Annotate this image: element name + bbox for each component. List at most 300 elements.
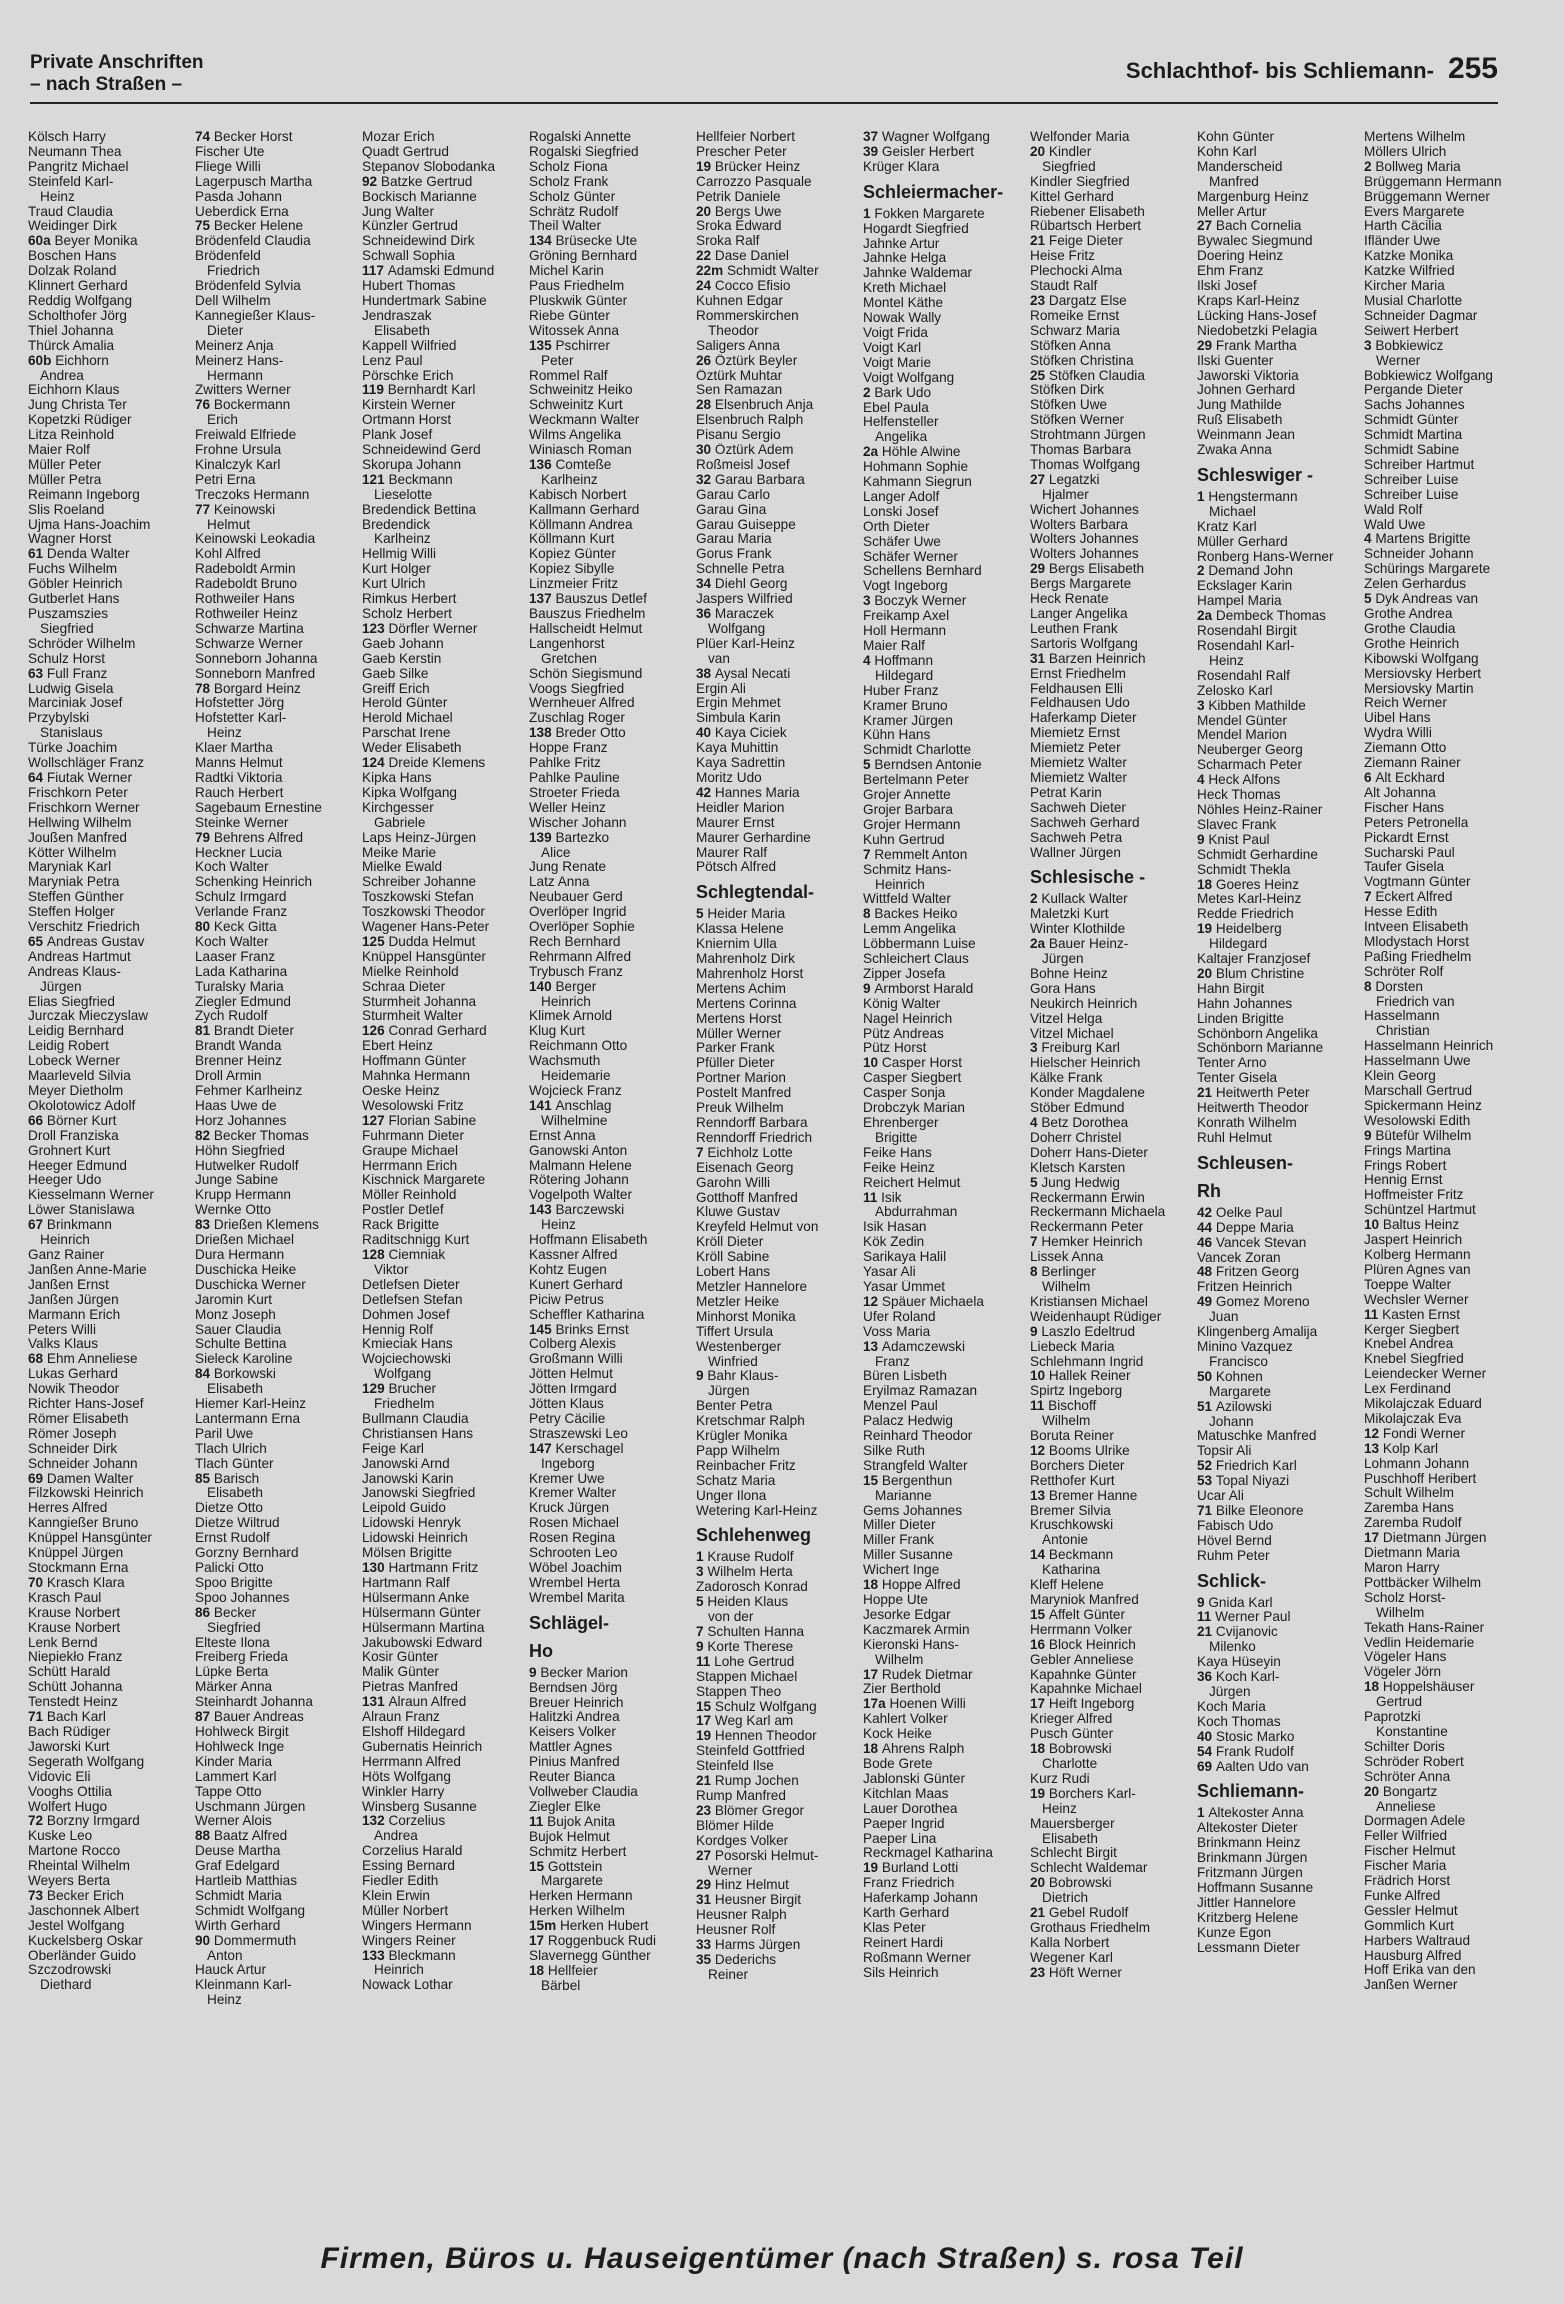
resident-entry — [696, 1640, 862, 1655]
resident-name: Knist Paul — [1208, 832, 1270, 847]
house-number: 29 — [1030, 562, 1049, 577]
resident-entry: Duschicka Werner — [195, 1277, 306, 1292]
house-number: 2a — [1197, 609, 1216, 624]
house-number: 5 — [863, 758, 875, 773]
resident-name: Casper Horst — [881, 1056, 962, 1071]
entry-continuation: Jürgen — [708, 1384, 750, 1399]
resident-entry: Möller Reinhold — [362, 1188, 457, 1203]
resident-name: Dyk Andreas van — [1375, 592, 1479, 607]
resident-entry: Wolfert Hugo — [28, 1799, 108, 1814]
resident-entry: Mölsen Brigitte — [362, 1546, 452, 1561]
resident-entry: Kluwe Gustav — [696, 1205, 780, 1220]
house-number: 83 — [195, 1218, 214, 1233]
resident-entry: Jendraszak — [362, 308, 432, 323]
resident-entry: Intveen Elisabeth — [1364, 920, 1469, 935]
resident-entry: Renndorff Friedrich — [696, 1130, 813, 1145]
house-number: 123 — [362, 621, 389, 636]
resident-name: Full Franz — [46, 666, 108, 681]
resident-entry: Gorus Frank — [696, 547, 772, 562]
house-number: 77 — [195, 502, 214, 517]
house-number: 18 — [863, 1578, 882, 1593]
house-number: 145 — [529, 1322, 556, 1337]
resident-entry: Hövel Bernd — [1197, 1533, 1272, 1548]
resident-entry: Grojer Hermann — [863, 817, 961, 832]
resident-entry: Jurczak Mieczyslaw — [28, 1009, 149, 1024]
resident-entry — [195, 682, 361, 697]
house-number: 85 — [195, 1471, 214, 1486]
resident-entry — [1364, 1531, 1530, 1546]
resident-entry: Overlöper Sophie — [529, 920, 635, 935]
resident-entry: Kannegießer Klaus- — [195, 308, 316, 323]
resident-entry: Corzelius Harald — [362, 1844, 463, 1859]
resident-entry: Maier Rolf — [28, 443, 90, 458]
resident-entry: Portner Marion — [696, 1071, 786, 1086]
resident-entry: Manderscheid — [1197, 159, 1283, 174]
resident-entry: Mielke Ewald — [362, 860, 443, 875]
resident-name: Hoffmann — [874, 653, 934, 668]
resident-entry: Vidovic Eli — [28, 1769, 91, 1784]
house-number: 1 — [863, 206, 875, 221]
resident-entry: Kmieciak Hans — [362, 1337, 453, 1352]
resident-entry: Puszamszies — [28, 607, 109, 621]
house-number: 53 — [1197, 1474, 1216, 1489]
resident-entry: Jung Christa Ter — [28, 398, 127, 413]
resident-entry: Stepanov Slobodanka — [362, 159, 496, 174]
resident-entry: Elteste Ilona — [195, 1635, 270, 1650]
resident-entry: Müller Petra — [28, 472, 102, 487]
resident-entry: Lantermann Erna — [195, 1411, 301, 1426]
resident-entry — [863, 1474, 1029, 1489]
resident-entry: Heeger Udo — [28, 1173, 102, 1188]
resident-entry: Casper Sonja — [863, 1086, 946, 1101]
house-number: 6 — [1364, 770, 1376, 785]
resident-entry: Wald Rolf — [1364, 502, 1423, 517]
resident-entry — [696, 1774, 862, 1789]
resident-entry: Vancek Zoran — [1197, 1250, 1281, 1265]
house-number: 15 — [1030, 1607, 1049, 1622]
house-number: 4 — [1364, 532, 1376, 547]
resident-entry: Grothe Heinrich — [1364, 636, 1460, 651]
resident-entry — [195, 1024, 361, 1039]
resident-entry: Kuhn Gertrud — [863, 832, 945, 847]
resident-name: Altekoster Anna — [1208, 1806, 1304, 1821]
resident-entry: Wachsmuth — [529, 1054, 601, 1069]
resident-entry: Sartoris Wolfgang — [1030, 636, 1138, 651]
resident-entry: Sarikaya Halil — [863, 1250, 947, 1265]
resident-entry: Prescher Peter — [696, 144, 787, 159]
resident-entry: Wetering Karl-Heinz — [696, 1503, 818, 1518]
resident-entry: Steinfeld Ilse — [696, 1759, 774, 1774]
resident-entry: Voigt Wolfgang — [863, 370, 955, 385]
resident-entry: Kök Zedin — [863, 1235, 925, 1250]
house-number: 117 — [362, 264, 388, 279]
entry-continuation: Bärbel — [541, 1978, 581, 1993]
resident-entry: Büren Lisbeth — [863, 1369, 947, 1384]
resident-name: Werner Paul — [1215, 1610, 1291, 1625]
resident-name: Hengstermann — [1208, 489, 1298, 504]
resident-entry: Wernke Otto — [195, 1203, 272, 1218]
resident-name: Heidelberg — [1215, 922, 1282, 937]
resident-entry: Renndorff Barbara — [696, 1116, 808, 1130]
resident-entry: Feike Heinz — [863, 1160, 935, 1175]
resident-entry: Reckermann Erwin — [1030, 1190, 1145, 1205]
house-number: 124 — [362, 756, 389, 771]
resident-name: Betz Dorothea — [1041, 1116, 1129, 1130]
resident-entry: Kapahnke Michael — [1030, 1682, 1142, 1697]
resident-entry: Scheffler Katharina — [529, 1307, 645, 1322]
entry-continuation: Elisabeth — [374, 323, 430, 338]
resident-entry — [1197, 1760, 1363, 1775]
resident-entry: Kallmann Gerhard — [529, 502, 640, 517]
resident-entry: Kleff Helene — [1030, 1578, 1104, 1593]
entry-continuation: Heinz — [1209, 653, 1244, 668]
resident-entry: Hennig Rolf — [362, 1322, 434, 1337]
resident-name: Bobkiewicz — [1375, 338, 1444, 353]
resident-entry: Mendel Marion — [1197, 728, 1287, 743]
directory-column — [28, 130, 194, 2210]
house-number: 36 — [1197, 1670, 1216, 1685]
resident-entry: Jung Mathilde — [1197, 398, 1282, 413]
house-number: 10 — [1030, 1369, 1049, 1384]
resident-entry: Eichhorn Klaus — [28, 383, 120, 398]
resident-entry: Wojciechowski — [362, 1352, 451, 1367]
resident-entry: Kohtz Eugen — [529, 1262, 607, 1277]
resident-entry: Zuschlag Roger — [529, 711, 625, 726]
resident-entry: Kramer Jürgen — [863, 713, 953, 728]
entry-continuation: Stanislaus — [40, 726, 103, 741]
resident-entry: Kurt Holger — [362, 562, 431, 577]
resident-entry — [696, 1938, 862, 1953]
resident-entry: Fliege Willi — [195, 159, 261, 174]
entry-continuation: Lieselotte — [374, 487, 433, 502]
resident-entry: Schneider Johann — [28, 1456, 138, 1471]
resident-entry: Hohlweck Birgit — [195, 1724, 289, 1739]
resident-entry: Leidig Bernhard — [28, 1024, 124, 1039]
resident-entry: Schreiber Luise — [1364, 472, 1459, 487]
entry-continuation: Andrea — [40, 368, 84, 383]
house-number: 36 — [696, 607, 715, 621]
entry-continuation: Konstantine — [1376, 1724, 1448, 1739]
resident-entry: Brödenfeld Sylvia — [195, 279, 301, 294]
resident-entry: Postelt Manfred — [696, 1086, 792, 1101]
house-number: 52 — [1197, 1459, 1216, 1474]
entry-continuation: Winfried — [708, 1354, 758, 1369]
resident-name: Hemker Heinrich — [1041, 1235, 1143, 1250]
resident-entry: Weinmann Jean — [1197, 428, 1295, 443]
resident-entry: Krupp Hermann — [195, 1188, 291, 1203]
resident-entry: Weller Heinz — [529, 800, 606, 815]
resident-entry: Gotthoff Manfred — [696, 1190, 798, 1205]
resident-entry: Paril Uwe — [195, 1426, 254, 1441]
resident-entry: Knebel Siegfried — [1364, 1352, 1464, 1367]
resident-entry — [28, 1218, 194, 1233]
resident-entry: Kerger Siegbert — [1364, 1322, 1460, 1337]
resident-entry: Schwarz Maria — [1030, 323, 1120, 338]
resident-entry — [696, 1893, 862, 1908]
resident-entry: Benter Petra — [696, 1399, 773, 1414]
resident-entry: Bujok Helmut — [529, 1829, 610, 1844]
resident-entry — [1197, 1806, 1363, 1821]
resident-entry — [863, 1056, 1029, 1071]
resident-name: Späuer Michaela — [881, 1294, 984, 1309]
resident-entry — [362, 935, 528, 950]
resident-entry — [1030, 1787, 1196, 1802]
resident-entry: Ruhl Helmut — [1197, 1130, 1272, 1145]
resident-entry: Hennig Ernst — [1364, 1173, 1443, 1188]
resident-entry: Andreas Hartmut — [28, 949, 131, 964]
resident-entry: Roßmeisl Josef — [696, 457, 790, 472]
resident-entry: Linzmeier Fritz — [529, 577, 619, 592]
house-number: 15 — [696, 1699, 715, 1714]
resident-entry: Kunze Egon — [1197, 1925, 1272, 1940]
house-number: 33 — [696, 1938, 715, 1953]
resident-entry: Tappe Otto — [195, 1784, 262, 1799]
resident-name: Remmelt Anton — [874, 847, 968, 862]
resident-name: Bongartz — [1382, 1784, 1438, 1799]
entry-continuation: Johann — [1209, 1414, 1254, 1429]
resident-entry: Holl Hermann — [863, 624, 947, 639]
resident-entry: Wesolowski Edith — [1364, 1113, 1471, 1128]
house-number: 40 — [1197, 1729, 1216, 1744]
street-heading: Schleswiger - — [1197, 464, 1314, 485]
resident-entry — [1197, 1206, 1363, 1221]
resident-entry: Ebel Paula — [863, 400, 929, 415]
resident-entry — [195, 1129, 361, 1144]
house-number: 17 — [1030, 1697, 1049, 1712]
house-number: 9 — [696, 1369, 708, 1384]
resident-entry: Marschall Gertrud — [1364, 1084, 1473, 1098]
directory-column — [529, 130, 695, 2210]
resident-entry: Jaspers Wilfried — [696, 592, 793, 607]
resident-entry: Klug Kurt — [529, 1024, 585, 1039]
resident-name: Beckmann — [1048, 1548, 1114, 1563]
resident-entry — [362, 175, 528, 190]
resident-entry: Herrmann Alfred — [362, 1754, 461, 1769]
resident-entry: Reinhard Theodor — [863, 1429, 973, 1444]
resident-entry — [195, 1606, 361, 1621]
entry-continuation: Wilhelm — [1042, 1279, 1091, 1294]
resident-name: Aalten Udo van — [1215, 1759, 1309, 1774]
resident-entry: Reinert Hardi — [863, 1935, 944, 1950]
resident-name: Martens Brigitte — [1375, 532, 1471, 547]
resident-name: Harms Jürgen — [714, 1938, 801, 1953]
resident-name: Bach Karl — [46, 1710, 106, 1725]
entry-continuation: Diethard — [40, 1978, 92, 1993]
house-number: 21 — [1197, 1625, 1216, 1640]
resident-entry — [1030, 652, 1196, 667]
house-number: 67 — [28, 1218, 47, 1233]
entry-continuation: Jürgen — [1042, 952, 1084, 967]
resident-entry: Rosen Regina — [529, 1531, 616, 1546]
resident-entry — [529, 980, 695, 995]
resident-entry — [28, 547, 194, 562]
resident-entry: Lammert Karl — [195, 1769, 277, 1784]
resident-entry: Kassner Alfred — [529, 1247, 618, 1262]
resident-entry: Hundertmark Sabine — [362, 293, 487, 308]
resident-entry: Ehrenberger — [863, 1116, 939, 1130]
house-number: 2 — [863, 385, 875, 400]
resident-entry: Haferkamp Dieter — [1030, 711, 1137, 726]
house-number: 40 — [696, 726, 715, 741]
resident-name: Beckmann — [388, 472, 453, 487]
house-number: 9 — [863, 981, 875, 996]
resident-entry: Koch Walter — [195, 860, 269, 875]
resident-entry: Frischkorn Peter — [28, 785, 128, 800]
resident-entry: Vitzel Helga — [1030, 1011, 1103, 1026]
resident-entry: Klaer Martha — [195, 741, 273, 756]
resident-entry: Stöfken Christina — [1030, 353, 1134, 368]
resident-entry: Paßing Friedhelm — [1364, 949, 1472, 964]
resident-entry — [1197, 1236, 1363, 1251]
resident-entry: Lobert Hans — [696, 1265, 771, 1280]
house-number: 18 — [1364, 1680, 1383, 1695]
resident-entry: Jung Renate — [529, 860, 607, 875]
resident-entry: Riebe Günter — [529, 308, 610, 323]
resident-name: Bauszus Detlef — [555, 592, 647, 607]
resident-name: Bilke Eleonore — [1215, 1503, 1304, 1518]
resident-entry — [1030, 1906, 1196, 1921]
resident-name: Berger — [555, 979, 597, 994]
resident-entry: Heckner Lucia — [195, 845, 282, 860]
resident-entry: Fritzmann Jürgen — [1197, 1866, 1303, 1881]
resident-entry: Hallscheidt Helmut — [529, 621, 643, 636]
resident-entry: Kaltajer Franzjosef — [1197, 952, 1311, 967]
resident-entry: Miemietz Walter — [1030, 756, 1127, 771]
house-number: 17 — [1364, 1531, 1383, 1546]
resident-entry: Mersiovsky Martin — [1364, 681, 1474, 696]
resident-entry: Kiesselmann Werner — [28, 1188, 154, 1203]
house-number: 18 — [863, 1742, 882, 1757]
resident-name: Kindler — [1048, 144, 1092, 159]
resident-entry: Wallner Jürgen — [1030, 845, 1121, 860]
resident-entry: Kölsch Harry — [28, 130, 106, 144]
resident-entry: Wojcieck Franz — [529, 1084, 622, 1098]
resident-entry: Kröll Dieter — [696, 1235, 764, 1250]
resident-entry: Steinke Werner — [195, 815, 289, 830]
resident-entry: Fuchs Wilhelm — [28, 562, 118, 577]
resident-entry: Zaremba Rudolf — [1364, 1516, 1462, 1531]
resident-entry: Kosir Günter — [362, 1650, 439, 1665]
street-range-text: Schlachthof- bis Schliemann- — [1125, 58, 1434, 83]
resident-entry: Linden Brigitte — [1197, 1011, 1284, 1026]
resident-entry: Kahlert Volker — [863, 1712, 948, 1727]
house-number: 12 — [863, 1294, 882, 1309]
directory-column — [195, 130, 361, 2210]
resident-entry: Neubauer Gerd — [529, 890, 623, 905]
house-number: 141 — [529, 1098, 556, 1113]
resident-entry: Orth Dieter — [863, 519, 930, 534]
resident-entry: Schult Wilhelm — [1364, 1486, 1454, 1501]
house-number: 3 — [1197, 698, 1209, 713]
resident-name: Bauer Heinz- — [1048, 937, 1129, 952]
resident-entry: Jung Walter — [362, 204, 435, 219]
resident-entry: Frädrich Horst — [1364, 1874, 1451, 1889]
resident-name: Cocco Efisio — [714, 279, 791, 294]
resident-entry — [696, 443, 862, 458]
resident-entry: Bauszus Friedhelm — [529, 607, 646, 621]
entry-continuation: Elisabeth — [207, 1382, 263, 1397]
house-number: 7 — [863, 847, 875, 862]
house-number: 18 — [1030, 1742, 1049, 1757]
resident-entry: Vooghs Ottilia — [28, 1784, 112, 1799]
resident-name: Höft Werner — [1048, 1965, 1122, 1980]
resident-entry: Steinfeld Karl- — [28, 174, 114, 189]
resident-entry: Römer Joseph — [28, 1426, 117, 1441]
resident-name: Dase Daniel — [714, 249, 789, 264]
resident-entry: Maryniak Karl — [28, 860, 112, 875]
house-number: 84 — [195, 1367, 214, 1382]
resident-entry: Höts Wolfgang — [362, 1769, 451, 1784]
entry-continuation: Reiner — [708, 1967, 749, 1982]
entry-continuation: Heinrich — [875, 877, 925, 892]
resident-entry: Haas Uwe de — [195, 1098, 277, 1113]
resident-entry — [1030, 937, 1196, 952]
resident-entry: Schürings Margarete — [1364, 562, 1491, 577]
resident-name: Wagner Wolfgang — [881, 130, 990, 144]
entry-continuation: Marianne — [875, 1488, 932, 1503]
house-number: 14 — [1030, 1548, 1049, 1563]
resident-entry — [1030, 473, 1196, 488]
resident-entry: Eckslager Karin — [1197, 579, 1293, 594]
resident-entry: Maurer Gerhardine — [696, 830, 811, 845]
resident-entry: Haferkamp Johann — [863, 1891, 978, 1906]
resident-entry — [529, 1919, 695, 1934]
resident-entry: Löwer Stanislawa — [28, 1203, 135, 1218]
resident-entry — [696, 907, 862, 922]
house-number: 60a — [28, 234, 55, 249]
resident-entry: Bach Rüdiger — [28, 1724, 111, 1739]
house-number: 17 — [529, 1934, 548, 1949]
footer-note: Firmen, Büros u. Hauseigentümer (nach Straßen) s. rosa Teil — [320, 2242, 1244, 2275]
resident-entry: Werner Alois — [195, 1814, 272, 1829]
resident-entry: Klingenberg Amalija — [1197, 1325, 1318, 1340]
resident-entry — [863, 207, 1029, 222]
house-number: 27 — [1030, 472, 1049, 487]
resident-entry: Bredendick Bettina — [362, 502, 477, 517]
resident-entry: Rimkus Herbert — [362, 592, 457, 607]
resident-name: Stöfken Claudia — [1048, 368, 1145, 383]
house-number: 76 — [195, 398, 214, 413]
resident-entry: Metzler Hannelore — [696, 1279, 808, 1294]
house-number: 31 — [696, 1893, 715, 1908]
resident-entry — [1030, 1489, 1196, 1504]
entry-continuation: Charlotte — [1042, 1756, 1098, 1771]
resident-entry: Rogalski Siegfried — [529, 144, 639, 159]
resident-entry: Gommlich Kurt — [1364, 1918, 1454, 1933]
resident-entry — [863, 654, 1029, 669]
house-number: 19 — [696, 1729, 715, 1744]
resident-entry: Janowski Arnd — [362, 1456, 450, 1471]
resident-entry: Gaeb Johann — [362, 636, 444, 651]
house-number: 69 — [28, 1471, 47, 1486]
resident-entry: Westenberger — [696, 1339, 782, 1354]
resident-entry: Richter Hans-Josef — [28, 1397, 144, 1412]
resident-entry — [863, 594, 1029, 609]
resident-entry: Kraps Karl-Heinz — [1197, 293, 1300, 308]
resident-entry: Schwarze Martina — [195, 621, 304, 636]
resident-entry: Kurz Rudi — [1030, 1771, 1090, 1786]
resident-entry: Tenter Gisela — [1197, 1071, 1278, 1086]
resident-entry: Yasar Ümmet — [863, 1279, 946, 1294]
resident-entry: Metzler Heike — [696, 1294, 780, 1309]
resident-entry — [1030, 1265, 1196, 1280]
resident-entry — [696, 1550, 862, 1565]
directory-column — [863, 130, 1029, 2210]
resident-name: Dörfler Werner — [388, 621, 478, 636]
resident-entry: Keinowski Leokadia — [195, 532, 316, 547]
resident-entry: Römer Elisabeth — [28, 1411, 129, 1426]
entry-continuation: Michael — [1209, 504, 1256, 519]
